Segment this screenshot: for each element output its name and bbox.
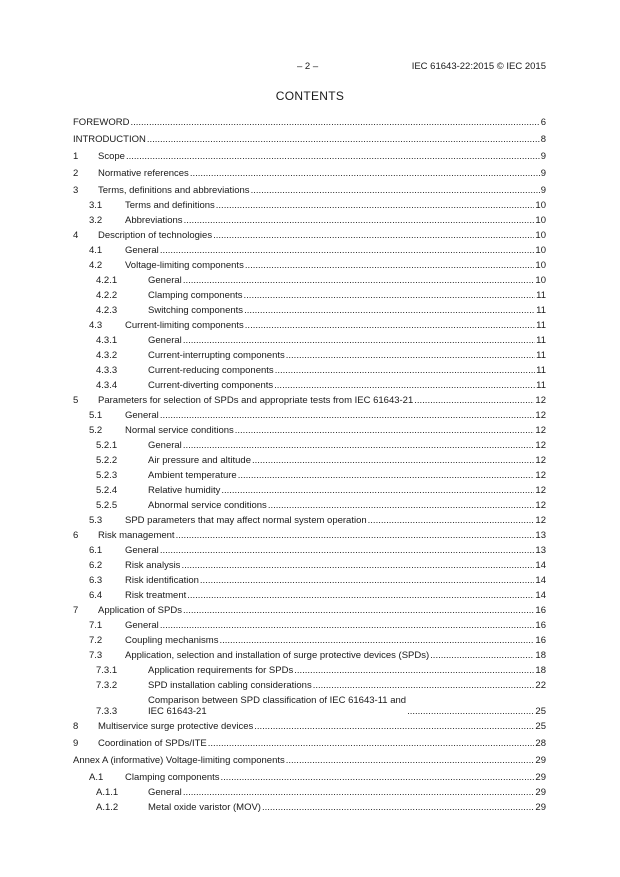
toc-entry-title: General xyxy=(125,410,159,421)
toc-entry-title: Description of technologies xyxy=(98,230,213,241)
toc-leader-dots xyxy=(147,134,540,145)
toc-entry[interactable] xyxy=(73,783,546,798)
toc-entry-title: General xyxy=(148,275,182,286)
toc-entry-number: 4.2.1 xyxy=(96,275,118,286)
toc-entry-title: Abnormal service conditions xyxy=(148,500,267,511)
toc-leader-dots xyxy=(160,410,535,421)
toc-entry-number: 5.2.4 xyxy=(96,485,118,496)
toc-entry-title: Abbreviations xyxy=(125,215,183,226)
toc-entry-title: Clamping components xyxy=(125,772,220,783)
toc-entry[interactable] xyxy=(73,631,546,646)
toc-entry-page: 12 xyxy=(535,455,546,466)
page-header xyxy=(0,61,620,75)
toc-entry-title: General xyxy=(125,545,159,556)
toc-leader-dots xyxy=(200,575,535,586)
toc-entry-number: 4.1 xyxy=(89,245,103,256)
toc-leader-dots xyxy=(208,738,535,749)
toc-entry-title: Risk treatment xyxy=(125,590,187,601)
toc-entry[interactable] xyxy=(73,798,546,813)
toc-entry-title: FOREWORD xyxy=(73,117,130,128)
toc-entry-number: 5.3 xyxy=(89,515,103,526)
toc-entry-title: General xyxy=(125,620,159,631)
toc-entry-number: 5 xyxy=(73,395,79,406)
toc-leader-dots xyxy=(294,665,534,676)
toc-leader-dots xyxy=(254,721,534,732)
toc-entry[interactable] xyxy=(73,113,546,128)
document-reference: IEC 61643-22:2015 © IEC 2015 xyxy=(411,61,546,72)
toc-entry-title: Multiservice surge protective devices xyxy=(98,721,254,732)
toc-entry-number: 6 xyxy=(73,530,79,541)
toc-leader-dots xyxy=(414,395,534,406)
toc-entry-number: 7.3 xyxy=(89,650,103,661)
toc-entry-page: 18 xyxy=(535,665,546,676)
toc-entry-number: 3.2 xyxy=(89,215,103,226)
toc-entry-title: Scope xyxy=(98,151,125,162)
toc-entry-number: 2 xyxy=(73,168,79,179)
toc-entry-number: 3.1 xyxy=(89,200,103,211)
toc-entry-title: Application, selection and installation of surge protective devices (SPDs) xyxy=(125,650,430,661)
toc-entry-number: A.1.1 xyxy=(96,787,119,798)
toc-entry-page: 10 xyxy=(535,230,546,241)
toc-leader-dots xyxy=(244,290,536,301)
toc-leader-dots xyxy=(252,455,534,466)
toc-entry[interactable] xyxy=(73,271,546,286)
toc-entry[interactable] xyxy=(73,130,546,145)
toc-entry-page: 12 xyxy=(535,515,546,526)
toc-entry-title-wrapped xyxy=(148,695,406,717)
toc-entry-number: 4.3 xyxy=(89,320,103,331)
toc-entry-title: Air pressure and altitude xyxy=(148,455,251,466)
toc-leader-dots xyxy=(235,425,535,436)
toc-leader-dots xyxy=(262,802,534,813)
toc-entry[interactable] xyxy=(73,526,546,541)
toc-entry[interactable] xyxy=(73,571,546,586)
toc-leader-dots xyxy=(126,151,540,162)
toc-entry-title: Current-diverting components xyxy=(148,380,274,391)
toc-entry-number: 7.2 xyxy=(89,635,103,646)
toc-entry-title: Comparison between SPD classification of IEC 61643-11 and xyxy=(148,695,407,706)
toc-leader-dots xyxy=(221,485,534,496)
toc-entry-title: Current-interrupting components xyxy=(148,350,285,361)
toc-entry-page: 22 xyxy=(535,680,546,691)
toc-entry[interactable] xyxy=(73,734,546,749)
toc-entry[interactable] xyxy=(73,376,546,391)
toc-leader-dots xyxy=(183,787,535,798)
toc-entry-number: 4.2.2 xyxy=(96,290,118,301)
toc-entry-page: 11 xyxy=(536,290,546,301)
toc-entry[interactable] xyxy=(73,406,546,421)
toc-entry-number: 7.1 xyxy=(89,620,103,631)
toc-entry-number: 5.2 xyxy=(89,425,103,436)
toc-leader-dots xyxy=(130,117,539,128)
toc-entry-title: Ambient temperature xyxy=(148,470,237,481)
toc-entry-page: 11 xyxy=(536,320,546,331)
toc-entry-title: Risk management xyxy=(98,530,175,541)
toc-entry-title: Terms and definitions xyxy=(125,200,215,211)
toc-entry-page: 11 xyxy=(536,380,546,391)
toc-entry[interactable] xyxy=(73,466,546,481)
toc-leader-dots xyxy=(213,230,534,241)
toc-leader-dots xyxy=(187,590,534,601)
contents-title: CONTENTS xyxy=(275,89,345,103)
toc-entry-number: 4.3.4 xyxy=(96,380,118,391)
toc-entry-page: 12 xyxy=(535,425,546,436)
toc-entry-number: 9 xyxy=(73,738,79,749)
toc-entry-page: 14 xyxy=(535,560,546,571)
toc-entry-number: 5.2.1 xyxy=(96,440,118,451)
toc-entry[interactable] xyxy=(73,768,546,783)
toc-entry-page: 29 xyxy=(535,802,546,813)
toc-entry-title: General xyxy=(148,440,182,451)
table-of-contents xyxy=(73,113,546,813)
toc-entry-number: 4.3.2 xyxy=(96,350,118,361)
toc-entry-page: 29 xyxy=(535,755,546,766)
toc-entry-title-continued: IEC 61643-21 xyxy=(148,706,207,717)
toc-entry-page: 10 xyxy=(535,215,546,226)
toc-entry[interactable] xyxy=(73,717,546,732)
toc-entry-number: A.1 xyxy=(89,772,104,783)
toc-leader-dots xyxy=(183,335,535,346)
toc-leader-dots xyxy=(219,635,534,646)
toc-entry-page: 29 xyxy=(535,772,546,783)
toc-leader-dots xyxy=(181,560,534,571)
toc-entry-page: 16 xyxy=(535,635,546,646)
toc-entry[interactable] xyxy=(73,541,546,556)
toc-leader-dots xyxy=(183,440,535,451)
toc-leader-dots xyxy=(245,260,535,271)
toc-entry-title: Annex A (informative) Voltage-limiting components xyxy=(73,755,285,766)
toc-entry[interactable] xyxy=(73,316,546,331)
toc-entry-page: 25 xyxy=(535,706,546,717)
toc-entry[interactable] xyxy=(73,496,546,511)
toc-entry-number: 7 xyxy=(73,605,79,616)
toc-entry-title: Switching components xyxy=(148,305,244,316)
toc-entry-number: 4.3.1 xyxy=(96,335,118,346)
toc-leader-dots xyxy=(238,470,535,481)
toc-entry[interactable] xyxy=(73,211,546,226)
toc-entry-number: 5.1 xyxy=(89,410,103,421)
toc-entry-number: 4 xyxy=(73,230,79,241)
toc-entry[interactable] xyxy=(73,691,546,717)
toc-entry[interactable] xyxy=(73,481,546,496)
toc-entry-title: Terms, definitions and abbreviations xyxy=(98,185,250,196)
toc-entry[interactable] xyxy=(73,286,546,301)
toc-entry-title: Coupling mechanisms xyxy=(125,635,219,646)
toc-entry-page: 11 xyxy=(536,305,546,316)
toc-entry-number: 5.2.3 xyxy=(96,470,118,481)
toc-entry-title: Parameters for selection of SPDs and appropriate tests from IEC 61643-21 xyxy=(98,395,414,406)
toc-entry-page: 10 xyxy=(535,200,546,211)
toc-entry-page: 14 xyxy=(535,590,546,601)
toc-entry[interactable] xyxy=(73,241,546,256)
toc-entry[interactable] xyxy=(73,331,546,346)
toc-entry-page: 12 xyxy=(535,410,546,421)
toc-entry-page: 18 xyxy=(535,650,546,661)
toc-leader-dots xyxy=(286,755,535,766)
toc-entry-title: General xyxy=(125,245,159,256)
toc-entry-page: 9 xyxy=(540,168,546,179)
toc-entry-page: 13 xyxy=(535,530,546,541)
toc-entry-page: 10 xyxy=(535,260,546,271)
toc-entry-title: Voltage-limiting components xyxy=(125,260,244,271)
toc-entry-number: 6.2 xyxy=(89,560,103,571)
toc-leader-dots xyxy=(268,500,535,511)
toc-entry-page: 11 xyxy=(536,350,546,361)
toc-leader-dots xyxy=(160,545,535,556)
toc-entry[interactable] xyxy=(73,556,546,571)
toc-leader-dots xyxy=(313,680,535,691)
toc-entry-page: 14 xyxy=(535,575,546,586)
toc-entry-number: 6.4 xyxy=(89,590,103,601)
toc-leader-dots xyxy=(245,320,535,331)
toc-leader-dots xyxy=(183,605,534,616)
toc-entry-page: 16 xyxy=(535,620,546,631)
toc-leader-dots xyxy=(221,772,535,783)
toc-entry-page: 28 xyxy=(535,738,546,749)
toc-entry-page: 29 xyxy=(535,787,546,798)
toc-leader-dots xyxy=(274,380,535,391)
toc-entry-page: 12 xyxy=(535,440,546,451)
toc-entry[interactable] xyxy=(73,601,546,616)
toc-entry-title: Coordination of SPDs/ITE xyxy=(98,738,207,749)
page-number: – 2 – xyxy=(297,61,319,72)
toc-leader-dots xyxy=(183,275,535,286)
toc-entry-title: Normative references xyxy=(98,168,189,179)
toc-entry-number: 4.3.3 xyxy=(96,365,118,376)
toc-entry-title: Current-reducing components xyxy=(148,365,274,376)
toc-entry[interactable] xyxy=(73,181,546,196)
toc-entry-title: Current-limiting components xyxy=(125,320,244,331)
toc-entry-title: Application requirements for SPDs xyxy=(148,665,294,676)
toc-leader-dots xyxy=(275,365,535,376)
toc-entry[interactable] xyxy=(73,646,546,661)
toc-entry-number: 5.2.5 xyxy=(96,500,118,511)
toc-entry-title: Risk identification xyxy=(125,575,199,586)
toc-entry-page: 11 xyxy=(536,335,546,346)
toc-leader-dots xyxy=(160,620,535,631)
toc-entry-page: 6 xyxy=(540,117,546,128)
toc-entry-title: General xyxy=(148,787,182,798)
toc-leader-dots xyxy=(286,350,535,361)
toc-leader-dots xyxy=(216,200,535,211)
toc-entry-title: Application of SPDs xyxy=(98,605,182,616)
toc-entry-title: General xyxy=(148,335,182,346)
toc-entry-number: 7.3.2 xyxy=(96,680,118,691)
toc-entry[interactable] xyxy=(73,436,546,451)
toc-entry-number: 4.2 xyxy=(89,260,103,271)
toc-entry-title: Clamping components xyxy=(148,290,243,301)
toc-entry-number: 7.3.3 xyxy=(96,706,118,717)
toc-entry[interactable] xyxy=(73,661,546,676)
toc-entry[interactable] xyxy=(73,616,546,631)
toc-leader-dots xyxy=(251,185,540,196)
toc-entry-page: 25 xyxy=(535,721,546,732)
toc-entry[interactable] xyxy=(73,301,546,316)
toc-leader-dots xyxy=(407,706,534,717)
toc-entry[interactable] xyxy=(73,361,546,376)
toc-entry[interactable] xyxy=(73,676,546,691)
toc-entry-number: 1 xyxy=(73,151,79,162)
toc-entry-title: INTRODUCTION xyxy=(73,134,146,145)
toc-entry-title: Risk analysis xyxy=(125,560,181,571)
toc-entry-number: 3 xyxy=(73,185,79,196)
toc-entry[interactable] xyxy=(73,511,546,526)
toc-entry-page: 16 xyxy=(535,605,546,616)
toc-entry-page: 12 xyxy=(535,500,546,511)
toc-entry[interactable] xyxy=(73,256,546,271)
toc-entry[interactable] xyxy=(73,451,546,466)
toc-entry-page: 9 xyxy=(540,151,546,162)
toc-entry-number: A.1.2 xyxy=(96,802,119,813)
toc-entry-title: SPD parameters that may affect normal system operation xyxy=(125,515,367,526)
toc-entry-number: 6.1 xyxy=(89,545,103,556)
toc-entry-title: Metal oxide varistor (MOV) xyxy=(148,802,261,813)
toc-leader-dots xyxy=(176,530,535,541)
toc-entry-page: 11 xyxy=(536,365,546,376)
toc-entry-page: 12 xyxy=(535,485,546,496)
toc-entry-number: 5.2.2 xyxy=(96,455,118,466)
toc-leader-dots xyxy=(184,215,535,226)
toc-entry-number: 4.2.3 xyxy=(96,305,118,316)
toc-entry-page: 10 xyxy=(535,275,546,286)
toc-leader-dots xyxy=(160,245,535,256)
toc-entry-page: 8 xyxy=(540,134,546,145)
toc-entry[interactable] xyxy=(73,586,546,601)
toc-entry[interactable] xyxy=(73,346,546,361)
toc-entry-page: 13 xyxy=(535,545,546,556)
toc-entry-title: Relative humidity xyxy=(148,485,221,496)
toc-leader-dots xyxy=(190,168,540,179)
toc-leader-dots xyxy=(244,305,535,316)
toc-entry-title: SPD installation cabling considerations xyxy=(148,680,312,691)
toc-entry[interactable] xyxy=(73,751,546,766)
toc-entry-number: 8 xyxy=(73,721,79,732)
toc-entry-page: 10 xyxy=(535,245,546,256)
toc-entry-title: Normal service conditions xyxy=(125,425,234,436)
toc-leader-dots xyxy=(368,515,535,526)
toc-entry-page: 9 xyxy=(540,185,546,196)
toc-entry[interactable] xyxy=(73,164,546,179)
toc-entry[interactable] xyxy=(73,226,546,241)
toc-entry[interactable] xyxy=(73,421,546,436)
toc-leader-dots xyxy=(430,650,534,661)
toc-entry-page: 12 xyxy=(535,395,546,406)
toc-entry-number: 7.3.1 xyxy=(96,665,118,676)
toc-entry-page: 12 xyxy=(535,470,546,481)
toc-entry[interactable] xyxy=(73,391,546,406)
toc-entry[interactable] xyxy=(73,196,546,211)
toc-entry[interactable] xyxy=(73,147,546,162)
toc-entry-number: 6.3 xyxy=(89,575,103,586)
